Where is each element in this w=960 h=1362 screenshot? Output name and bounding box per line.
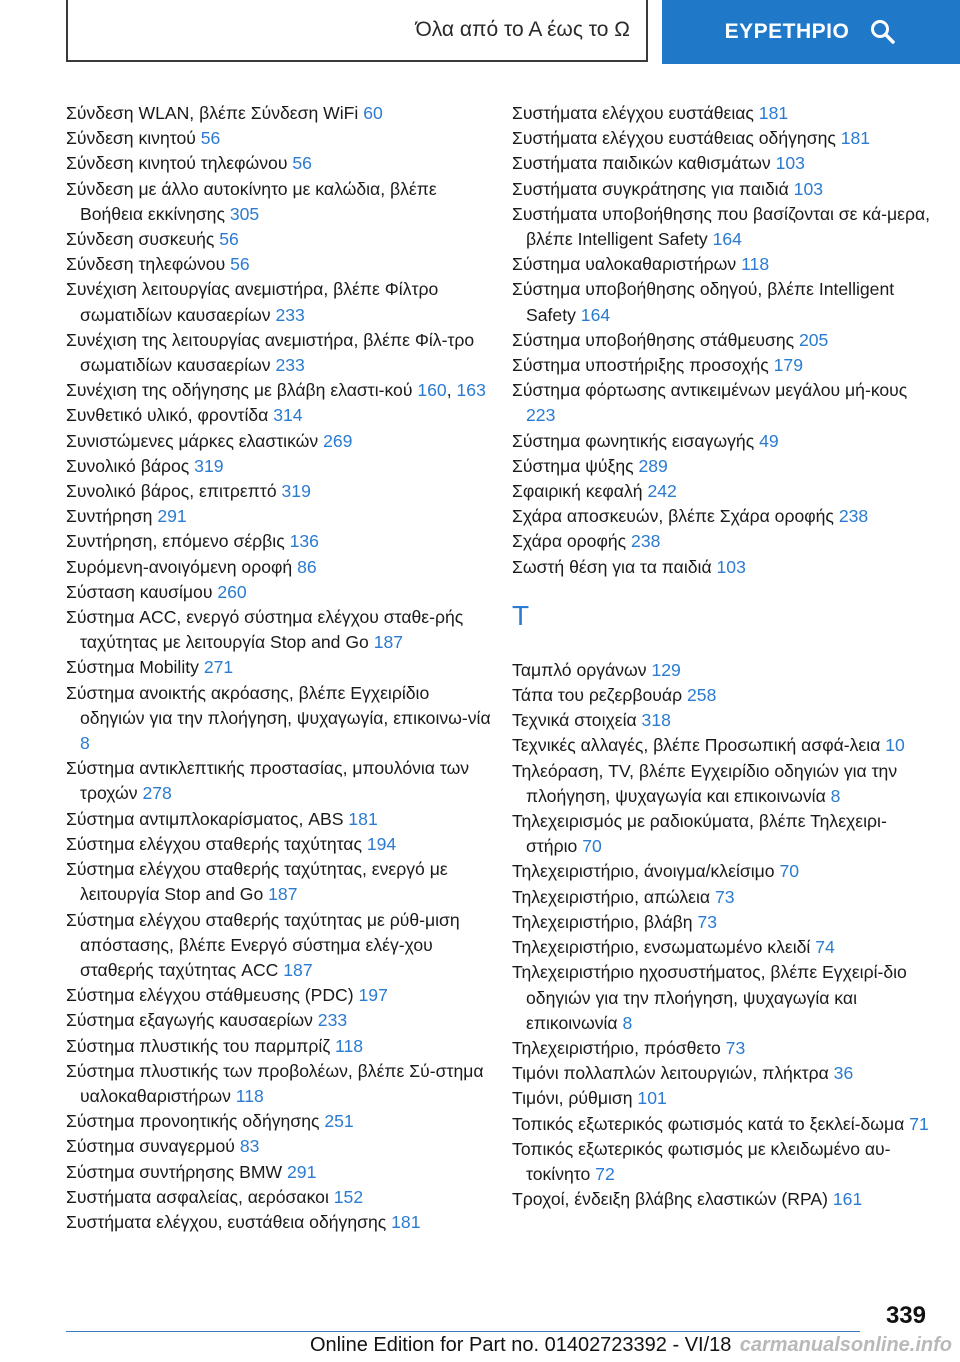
- index-entry: [512, 935, 932, 960]
- index-entry-term: Σωστή θέση για τα παιδιά: [512, 556, 712, 577]
- index-entry: [512, 1112, 932, 1137]
- index-page-link[interactable]: 314: [273, 405, 303, 426]
- index-entry-term: Ταμπλό οργάνων: [512, 659, 647, 680]
- index-entry: [512, 529, 932, 554]
- index-entry-term: Συνολικό βάρος, επιτρεπτό: [66, 481, 277, 502]
- index-entry: [66, 807, 496, 832]
- index-entry: [66, 1185, 496, 1210]
- index-page-link[interactable]: 187: [283, 959, 313, 980]
- index-entry: [66, 655, 496, 680]
- index-entry-term: Σύστημα ελέγχου στάθμευσης (PDC): [66, 985, 354, 1006]
- index-group-sigma: [512, 101, 932, 580]
- index-entry: [66, 555, 496, 580]
- index-page-link[interactable]: 238: [631, 531, 661, 552]
- index-entry: [66, 101, 496, 126]
- index-entry: [66, 151, 496, 176]
- index-entry: [66, 227, 496, 252]
- index-page-link[interactable]: 187: [268, 884, 298, 905]
- index-entry: [66, 504, 496, 529]
- index-page-link[interactable]: 70: [582, 836, 602, 857]
- index-page-link[interactable]: 8: [80, 733, 90, 754]
- index-entry: [512, 177, 932, 202]
- index-entry-term: Τιμόνι, ρύθμιση: [512, 1088, 633, 1109]
- index-entry-term: Συνέχιση λειτουργίας ανεμιστήρα, βλέπε Φίλτρο σωματιδίων καυσαερίων: [66, 279, 439, 325]
- index-entry-term: Σύστημα ACC, ενεργό σύστημα ελέγχου σταθε-ρής ταχύτητας με λειτουργία Stop and Go: [66, 607, 464, 653]
- index-entry-term: Σύνδεση κινητού: [66, 128, 196, 149]
- tab-all-label: Όλα από το Α έως το Ω: [415, 18, 630, 41]
- index-page-link[interactable]: 83: [239, 1136, 260, 1157]
- index-entry: [512, 759, 932, 809]
- index-entry-term: Τηλεόραση, TV, βλέπε Εγχειρίδιο οδηγιών για την πλοήγηση, ψυχαγωγία και επικοινωνία: [512, 760, 898, 806]
- index-entry-term: Σύστημα ελέγχου σταθερής ταχύτητας με ρύθ-μιση απόστασης, βλέπε Ενεργό σύστημα ελέγ-χου σταθερής ταχύτητας ACC: [66, 909, 460, 980]
- index-entry-term: Σφαιρική κεφαλή: [512, 481, 643, 502]
- index-entry: [66, 605, 496, 655]
- footer-edition: Online Edition for Part no. 01402723392 - VI/18: [310, 1334, 732, 1356]
- index-page-link[interactable]: 194: [366, 833, 397, 854]
- index-page-link[interactable]: 8: [830, 785, 841, 806]
- index-page-link[interactable]: 319: [194, 455, 224, 476]
- index-entry: [66, 580, 496, 605]
- index-entry: [512, 708, 932, 733]
- index-page-link[interactable]: 163: [456, 380, 486, 401]
- index-page-link[interactable]: 74: [815, 937, 835, 958]
- index-entry-term: Συστήματα συγκράτησης για παιδιά: [512, 178, 789, 199]
- index-entry: [512, 885, 932, 910]
- index-page-link[interactable]: 118: [235, 1085, 264, 1106]
- index-entry-term: Σύστημα ψύξης: [512, 455, 634, 476]
- index-page-link[interactable]: 71: [909, 1113, 929, 1134]
- index-entry: [66, 681, 496, 757]
- index-page-link[interactable]: 103: [775, 153, 805, 174]
- index-page-link[interactable]: 181: [391, 1211, 421, 1232]
- index-entry-term: Συστήματα ελέγχου ευστάθειας οδήγησης: [512, 128, 836, 149]
- index-entry: [512, 479, 932, 504]
- index-page-link[interactable]: 73: [714, 886, 735, 907]
- index-page-link[interactable]: 49: [759, 430, 779, 451]
- index-entry-term: Τηλεχειριστήριο ηχοσυστήματος, βλέπε Εγχειρί-διο οδηγιών για την πλοήγηση, ψυχαγωγία και επικοινωνία: [512, 962, 907, 1033]
- index-entry: [512, 252, 932, 277]
- index-page-link[interactable]: 129: [651, 659, 681, 680]
- index-entry-term: Σύστημα συναγερμού: [66, 1136, 235, 1157]
- index-page-link[interactable]: 10: [885, 735, 905, 756]
- index-entry-term: Σύστημα ελέγχου σταθερής ταχύτητας, ενεργό με λειτουργία Stop and Go: [66, 859, 448, 905]
- tab-index[interactable]: [662, 0, 960, 64]
- index-entry-term: Σύνδεση WLAN, βλέπε Σύνδεση WiFi: [66, 103, 359, 123]
- index-entry: [66, 277, 496, 327]
- index-entry-term: Σύστημα προνοητικής οδήγησης: [66, 1111, 320, 1132]
- index-page-link[interactable]: 73: [725, 1037, 746, 1058]
- index-entry: [512, 658, 932, 683]
- index-page-link[interactable]: 60: [363, 103, 383, 123]
- index-page-link[interactable]: 118: [335, 1035, 364, 1056]
- index-entry: [512, 910, 932, 935]
- index-entry-term: Τηλεχειρισμός με ραδιοκύματα, βλέπε Τηλεχειρι-στήριο: [512, 811, 887, 857]
- index-entry-term: Σύστημα εξαγωγής καυσαερίων: [66, 1010, 313, 1031]
- index-entry-term: Συντήρηση: [66, 506, 153, 527]
- index-entry-term: Σύστημα ελέγχου σταθερής ταχύτητας: [66, 833, 362, 854]
- index-entry-term: Σύστημα αντιμπλοκαρίσματος, ABS: [66, 808, 344, 829]
- index-entry: [66, 857, 496, 907]
- index-column-right: [512, 101, 932, 1212]
- tab-all-a-to-z[interactable]: [66, 0, 648, 62]
- index-page-link[interactable]: 278: [142, 783, 172, 804]
- index-entry-term: Σύστημα φόρτωσης αντικειμένων μεγάλου μή-κους: [512, 380, 908, 401]
- index-page-link[interactable]: 72: [595, 1163, 615, 1184]
- index-page-link[interactable]: 233: [275, 304, 305, 325]
- index-group-tau: [512, 658, 932, 1212]
- index-page-link[interactable]: 179: [773, 355, 803, 376]
- index-entry: [512, 101, 932, 126]
- index-page-link[interactable]: 205: [798, 329, 829, 350]
- index-entry-term: Τηλεχειριστήριο, πρόσθετο: [512, 1037, 721, 1058]
- index-page-link[interactable]: 242: [647, 481, 677, 502]
- index-entry: Συνέχιση της οδήγησης με βλάβη ελαστι-κού 160, 163: [66, 380, 486, 401]
- index-entry: [66, 1134, 496, 1159]
- index-page-link[interactable]: 233: [317, 1010, 348, 1031]
- index-entry: [512, 1061, 932, 1086]
- index-entry: [512, 1187, 932, 1212]
- index-entry-term: Σύστημα φωνητικής εισαγωγής: [512, 430, 755, 451]
- index-page-link[interactable]: 223: [526, 405, 556, 426]
- index-page-link[interactable]: 233: [275, 355, 305, 376]
- index-entry: [66, 177, 496, 227]
- index-entry-term: Τεχνικές αλλαγές, βλέπε Προσωπική ασφά-λεια: [512, 735, 881, 756]
- index-page-link[interactable]: 269: [323, 430, 353, 451]
- index-entry: [66, 1008, 496, 1033]
- index-page-link[interactable]: 56: [200, 128, 221, 149]
- search-icon[interactable]: [869, 18, 897, 46]
- index-entry-term: Σύνδεση με άλλο αυτοκίνητο με καλώδια, βλέπε Βοήθεια εκκίνησης: [66, 178, 437, 224]
- index-page-link[interactable]: 197: [358, 985, 388, 1006]
- watermark: carmanualsonline.info: [739, 1334, 952, 1356]
- index-entry-term: Συντήρηση, επόμενο σέρβις: [66, 531, 285, 552]
- index-entry: [512, 429, 932, 454]
- index-entry-term: Συστήματα υποβοήθησης που βασίζονται σε κά-μερα, βλέπε Intelligent Safety: [512, 203, 931, 250]
- index-page-link[interactable]: 86: [297, 556, 317, 577]
- index-page-link[interactable]: 70: [779, 861, 800, 882]
- index-entry-term: Σύστημα υαλοκαθαριστήρων: [512, 254, 737, 275]
- index-entry: [512, 151, 932, 176]
- index-entry-term: Σύστημα υποβοήθησης οδηγού, βλέπε Intelligent Safety: [512, 279, 895, 325]
- index-page-link[interactable]: 187: [373, 632, 404, 653]
- index-entry-term: Τάπα του ρεζερβουάρ: [512, 685, 683, 706]
- index-page-link[interactable]: 8: [622, 1012, 633, 1033]
- index-entry-term: Σχάρα αποσκευών, βλέπε Σχάρα οροφής: [512, 506, 834, 527]
- index-page-link[interactable]: 289: [638, 455, 668, 476]
- index-entry: [512, 1086, 932, 1111]
- index-entry-term: Τηλεχειριστήριο, ενσωματωμένο κλειδί: [512, 937, 811, 958]
- index-entry-term: Τηλεχειριστήριο, απώλεια: [512, 886, 711, 907]
- page-number: 339: [885, 1302, 926, 1329]
- index-page-link[interactable]: 181: [348, 808, 378, 829]
- index-entry: [66, 832, 496, 857]
- index-entry: [512, 859, 932, 884]
- index-entry-term: Συνθετικό υλικό, φροντίδα: [66, 405, 269, 426]
- index-entry-term: Τιμόνι πολλαπλών λειτουργιών, πλήκτρα: [512, 1063, 829, 1084]
- index-entry: [512, 454, 932, 479]
- index-page-link[interactable]: 103: [793, 178, 824, 199]
- index-entry-term: Συστήματα παιδικών καθισμάτων: [512, 153, 771, 174]
- index-page-link[interactable]: 251: [324, 1111, 354, 1132]
- index-entry-term: Σύστημα Mobility: [66, 657, 199, 678]
- index-entry-term: Τροχοί, ένδειξη βλάβης ελαστικών (RPA): [512, 1189, 828, 1210]
- index-page-link[interactable]: 271: [203, 657, 234, 678]
- index-entry-term: Τηλεχειριστήριο, άνοιγμα/κλείσιμο: [512, 861, 775, 882]
- index-entry: [66, 908, 496, 984]
- index-page-link[interactable]: 160: [417, 380, 447, 401]
- index-entry: [66, 1160, 496, 1185]
- index-entry: [66, 479, 496, 504]
- index-entry: [512, 555, 932, 580]
- index-page-link[interactable]: 260: [217, 581, 247, 602]
- index-entry: [66, 1034, 496, 1059]
- index-entry-term: Σύστημα πλυστικής του παρμπρίζ: [66, 1035, 331, 1056]
- index-entry: [512, 809, 932, 859]
- index-entry-term: Σύστημα συντήρησης BMW: [66, 1161, 283, 1182]
- index-entry: [512, 504, 932, 529]
- index-entry: [512, 277, 932, 327]
- index-entry: [512, 378, 932, 428]
- index-column-left: [66, 101, 496, 1235]
- index-page-link[interactable]: 56: [292, 153, 312, 174]
- index-page-link[interactable]: 305: [229, 203, 260, 224]
- index-entry: [512, 960, 932, 1036]
- index-entry-term: Συρόμενη-ανοιγόμενη οροφή: [66, 556, 293, 577]
- index-entry: [512, 202, 932, 252]
- index-page-link[interactable]: 103: [716, 556, 746, 577]
- index-entry: [66, 1210, 496, 1235]
- index-entry: [66, 252, 496, 277]
- index-entry-term: Σύστημα πλυστικής των προβολέων, βλέπε Σύ-στημα υαλοκαθαριστήρων: [66, 1060, 484, 1106]
- index-entry: [512, 1137, 932, 1187]
- index-page-link[interactable]: 181: [840, 128, 871, 149]
- index-entry: [66, 1109, 496, 1134]
- index-entry-term: Σχάρα οροφής: [512, 531, 627, 552]
- index-page-link[interactable]: 238: [838, 506, 869, 527]
- index-entry: [66, 1059, 496, 1109]
- index-entry: [66, 429, 496, 454]
- index-entry-term: Σύστημα αντικλεπτικής προστασίας, μπουλόνια των τροχών: [66, 758, 470, 804]
- index-page-link[interactable]: 101: [637, 1088, 667, 1109]
- index-page-link[interactable]: 56: [219, 229, 239, 250]
- index-page-link[interactable]: 319: [281, 481, 311, 502]
- index-entry: [66, 983, 496, 1008]
- index-entry-term: Τοπικός εξωτερικός φωτισμός κατά το ξεκλεί-δωμα: [512, 1113, 905, 1134]
- index-entry-term: Συστήματα ελέγχου, ευστάθεια οδήγησης: [66, 1211, 387, 1232]
- index-entry: [512, 328, 932, 353]
- index-entry-term: Σύστημα ανοικτής ακρόασης, βλέπε Εγχειρίδιο οδηγιών για την πλοήγηση, ψυχαγωγία, επικοινω-νία: [66, 682, 491, 728]
- index-entry-term: Συστήματα ασφαλείας, αερόσακοι: [66, 1186, 329, 1207]
- index-page-link[interactable]: 164: [712, 229, 742, 250]
- index-entry-term: Σύνδεση τηλεφώνου: [66, 254, 226, 275]
- index-entry: [512, 683, 932, 708]
- index-entry-term: Συστήματα ελέγχου ευστάθειας: [512, 103, 754, 123]
- index-entry: [66, 529, 496, 554]
- index-entry-term: Σύνδεση συσκευής: [66, 229, 215, 250]
- index-entry: [66, 126, 496, 151]
- index-page-link[interactable]: 56: [230, 254, 250, 275]
- index-page-link[interactable]: 258: [687, 685, 717, 706]
- index-page-link[interactable]: 161: [832, 1189, 863, 1210]
- index-page-link[interactable]: 136: [289, 531, 319, 552]
- index-entry-term: Τηλεχειριστήριο, βλάβη: [512, 911, 693, 932]
- index-entry-term: Σύστημα υποβοήθησης στάθμευσης: [512, 329, 795, 350]
- index-page-link[interactable]: 291: [287, 1161, 317, 1182]
- index-page-link[interactable]: 118: [741, 254, 770, 275]
- index-entry-term: Σύσταση καυσίμου: [66, 581, 213, 602]
- index-entry-term: Τοπικός εξωτερικός φωτισμός με κλειδωμένο αυ-τοκίνητο: [512, 1138, 891, 1184]
- index-entry: [512, 1036, 932, 1061]
- index-entry-term: Συνολικό βάρος: [66, 455, 190, 476]
- index-entry: [66, 328, 496, 378]
- index-page-link[interactable]: 181: [758, 103, 789, 123]
- index-entry-term: Συνιστώμενες μάρκες ελαστικών: [66, 430, 319, 451]
- index-entry-term: Συνέχιση της λειτουργίας ανεμιστήρα, βλέπε Φίλ-τρο σωματιδίων καυσαερίων: [66, 329, 475, 376]
- index-entry: [512, 126, 932, 151]
- index-entry-term: Συνέχιση της οδήγησης με βλάβη ελαστι-κού: [66, 380, 413, 401]
- index-page-link[interactable]: 291: [157, 506, 187, 527]
- top-navigation: [0, 0, 960, 70]
- index-entry: [512, 353, 932, 378]
- index-page-link[interactable]: 36: [833, 1063, 854, 1084]
- index-entry: [66, 403, 496, 428]
- index-page-link[interactable]: 152: [333, 1186, 364, 1207]
- index-entry-term: Σύστημα υποστήριξης προσοχής: [512, 355, 769, 376]
- index-page-link[interactable]: 318: [641, 710, 671, 731]
- tab-index-label: ΕΥΡΕΤΗΡΙΟ: [724, 20, 850, 43]
- index-entry-term: Σύνδεση κινητού τηλεφώνου: [66, 153, 288, 174]
- index-page-link[interactable]: 164: [580, 304, 611, 325]
- footer-divider: [66, 1331, 860, 1332]
- index-entry: [66, 454, 496, 479]
- index-entry-term: Τεχνικά στοιχεία: [512, 710, 637, 731]
- index-entry: [66, 756, 496, 806]
- index-page-link[interactable]: 73: [697, 911, 718, 932]
- section-letter: T: [512, 599, 530, 631]
- index-entry: [512, 733, 932, 758]
